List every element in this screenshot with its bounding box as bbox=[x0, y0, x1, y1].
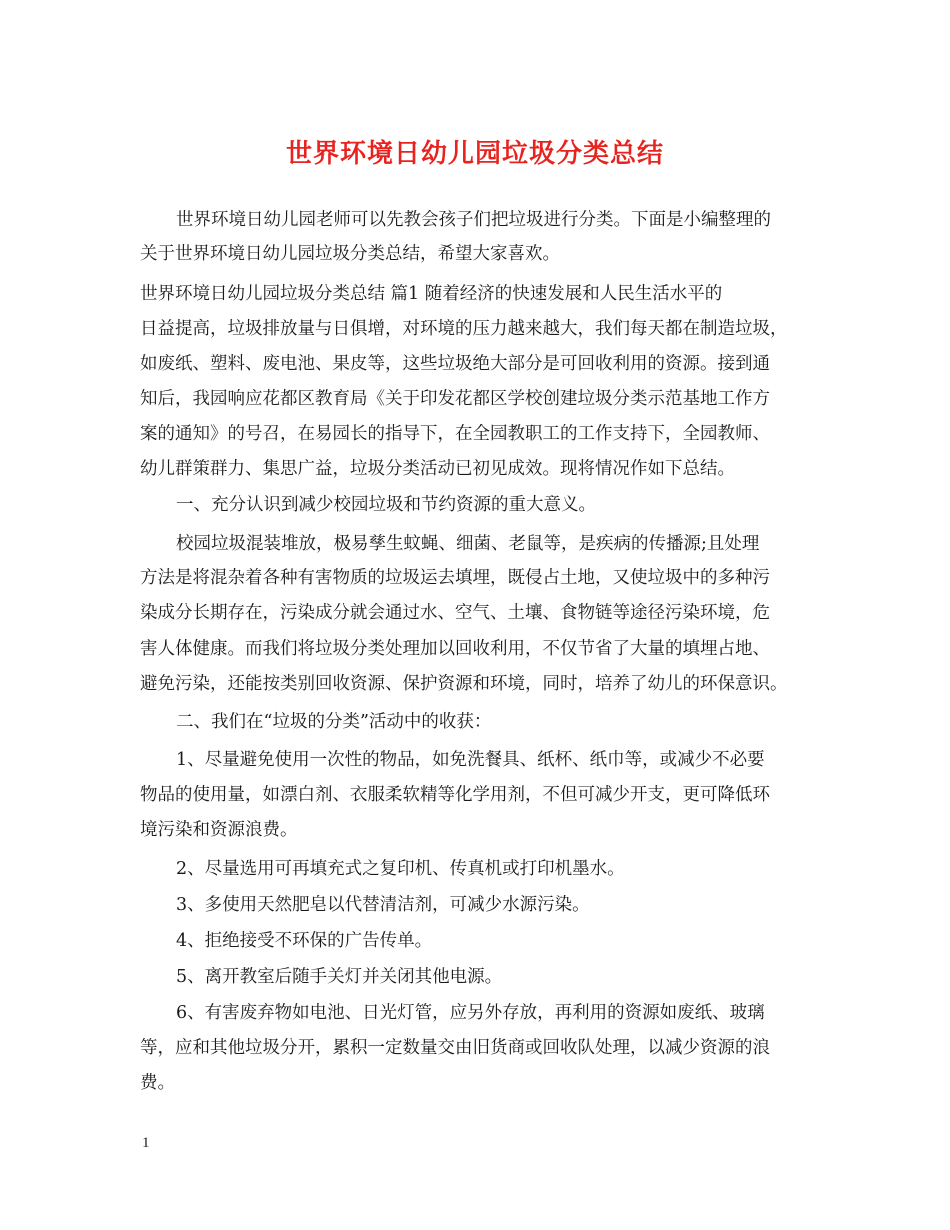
body-line: 费。 bbox=[140, 1073, 175, 1093]
list-item-line: 3、多使用天然肥皂以代替清洁剂，可减少水源污染。 bbox=[176, 895, 590, 915]
body-line: 如废纸、塑料、废电池、果皮等，这些垃圾绝大部分是可回收利用的资源。接到通 bbox=[140, 354, 770, 374]
section-heading: 一、充分认识到减少校园垃圾和节约资源的重大意义。 bbox=[176, 495, 596, 515]
document-title: 世界环境日幼儿园垃圾分类总结 bbox=[285, 139, 664, 169]
page-number: 1 bbox=[142, 1135, 150, 1151]
list-item-line: 4、拒绝接受不环保的广告传单。 bbox=[176, 931, 433, 951]
list-item-line: 6、有害废弃物如电池、日光灯管，应另外存放，再利用的资源如废纸、玻璃 bbox=[176, 1003, 765, 1023]
list-item-line: 1、尽量避免使用一次性的物品，如免洗餐具、纸杯、纸巾等，或减少不必要 bbox=[176, 750, 765, 770]
body-line: 物品的使用量，如漂白剂、衣服柔软精等化学用剂，不但可减少开支，更可降低环 bbox=[140, 785, 770, 805]
body-line: 境污染和资源浪费。 bbox=[140, 820, 298, 840]
body-line: 世界环境日幼儿园垃圾分类总结 篇1 随着经济的快速发展和人民生活水平的 bbox=[140, 284, 723, 304]
body-line: 幼儿群策群力、集思广益，垃圾分类活动已初见成效。现将情况作如下总结。 bbox=[140, 459, 735, 479]
list-item-line: 2、尽量选用可再填充式之复印机、传真机或打印机墨水。 bbox=[176, 859, 625, 879]
body-line: 知后，我园响应花都区教育局《关于印发花都区学校创建垃圾分类示范基地工作方 bbox=[140, 389, 770, 409]
body-line: 日益提高，垃圾排放量与日俱增，对环境的压力越来越大，我们每天都在制造垃圾， bbox=[140, 319, 788, 339]
body-line: 染成分长期存在，污染成分就会通过水、空气、土壤、食物链等途径污染环境，危 bbox=[140, 603, 770, 623]
body-line: 方法是将混杂着各种有害物质的垃圾运去填埋，既侵占土地，又使垃圾中的多种污 bbox=[140, 568, 770, 588]
section-heading: 二、我们在“垃圾的分类”活动中的收获： bbox=[176, 712, 492, 732]
body-line: 害人体健康。而我们将垃圾分类处理加以回收利用，不仅节省了大量的填埋占地、 bbox=[140, 639, 770, 659]
body-line: 等，应和其他垃圾分开，累积一定数量交由旧货商或回收队处理，以减少资源的浪 bbox=[140, 1038, 770, 1058]
body-line: 世界环境日幼儿园老师可以先教会孩子们把垃圾进行分类。下面是小编整理的 bbox=[176, 210, 771, 230]
list-item-line: 5、离开教室后随手关灯并关闭其他电源。 bbox=[176, 967, 503, 987]
body-line: 关于世界环境日幼儿园垃圾分类总结，希望大家喜欢。 bbox=[140, 244, 560, 264]
body-line: 校园垃圾混装堆放，极易孳生蚊蝇、细菌、老鼠等，是疾病的传播源;且处理 bbox=[176, 534, 760, 554]
body-line: 避免污染，还能按类别回收资源、保护资源和环境，同时，培养了幼儿的环保意识。 bbox=[140, 674, 788, 694]
body-line: 案的通知》的号召，在易园长的指导下，在全园教职工的工作支持下，全园教师、 bbox=[140, 424, 770, 444]
